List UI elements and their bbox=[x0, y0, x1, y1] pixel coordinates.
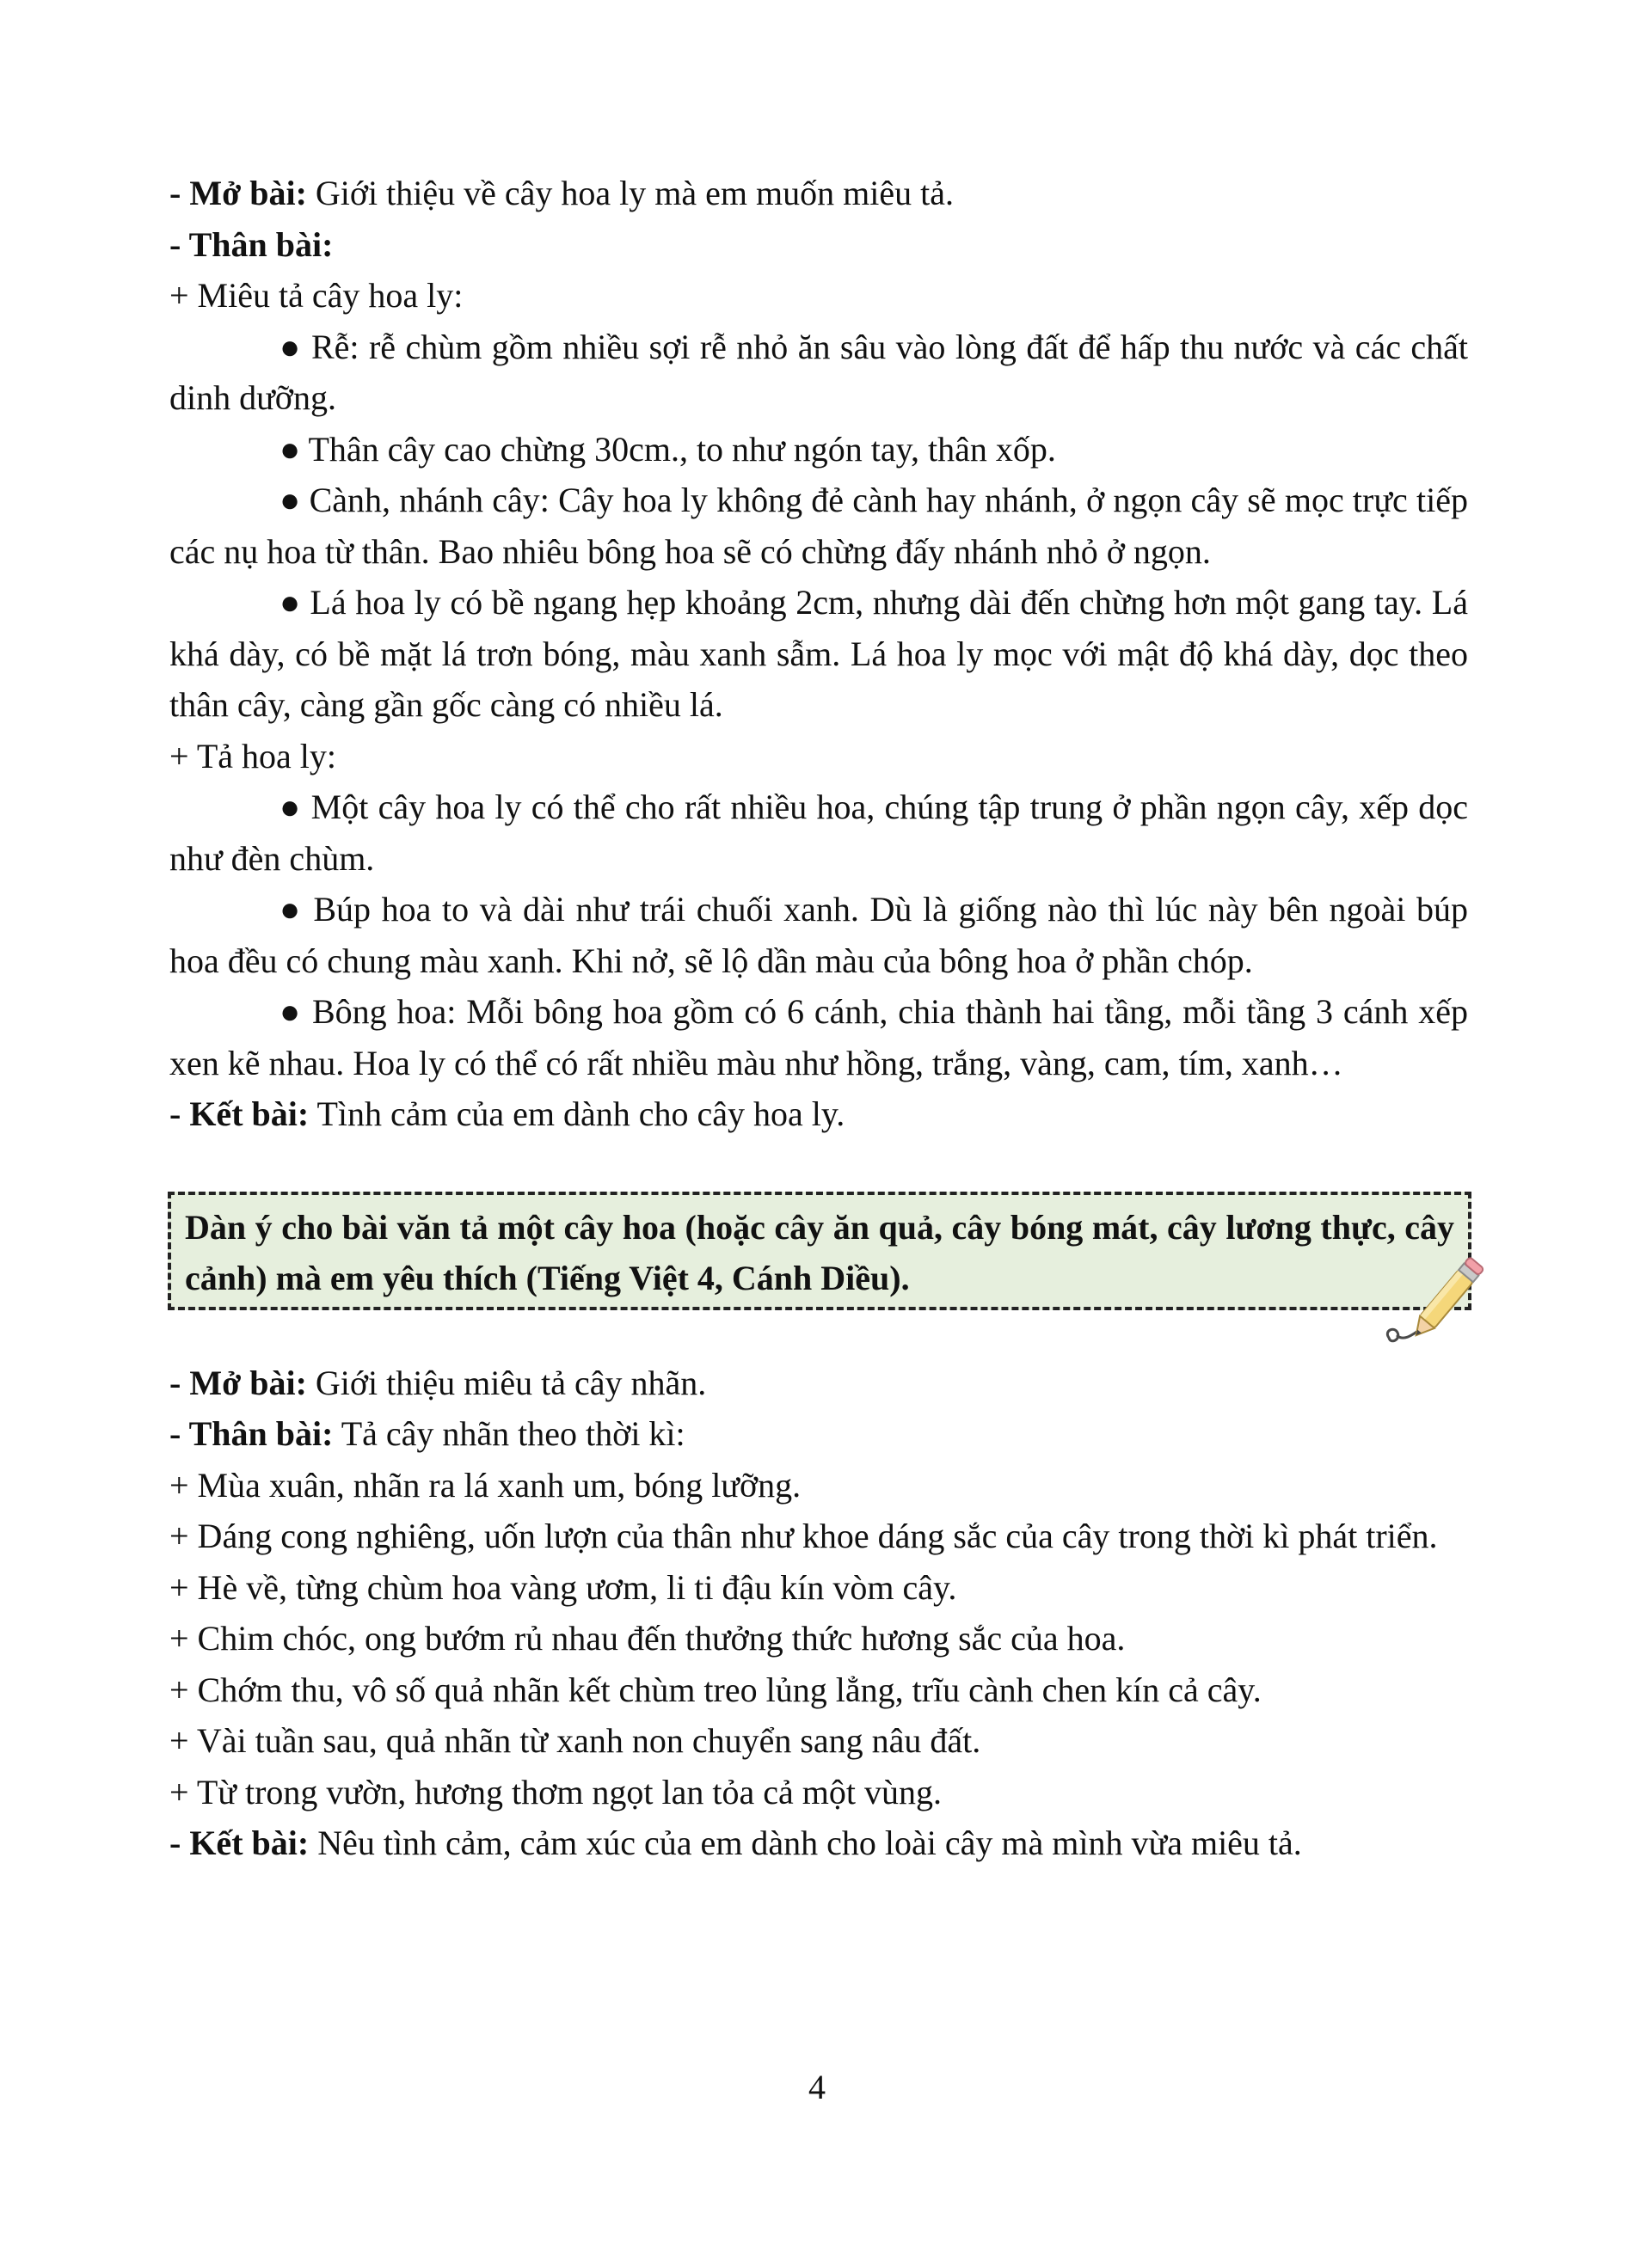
pencil-icon bbox=[1382, 1252, 1494, 1355]
outline-title-box bbox=[168, 1192, 1471, 1310]
mieu-ta-heading: + Miêu tả cây hoa ly: bbox=[169, 276, 464, 315]
page-number: 4 bbox=[808, 2068, 826, 2106]
list-item: + Hè về, từng chùm hoa vàng ươm, li ti đậu kín vòm cây. bbox=[169, 1567, 957, 1607]
outline-title: Dàn ý cho bài văn tả một cây hoa (hoặc cây ăn quả, cây bóng mát, cây lương thực, cây cảnh) mà em yêu thích (Tiếng Việt 4, Cánh Diều). bbox=[185, 1207, 1454, 1297]
ket-bai-text-2: Nêu tình cảm, cảm xúc của em dành cho loài cây mà mình vừa miêu tả. bbox=[309, 1824, 1302, 1862]
bullet-bong: ● Bông hoa: Mỗi bông hoa gồm có 6 cánh, chia thành hai tầng, mỗi tầng 3 cánh xếp xen kẽ nhau. Hoa ly có thể có rất nhiều màu như hồng, trắng, vàng, cam, tím, xanh… bbox=[169, 992, 1468, 1082]
mo-bai-label: - Mở bài: bbox=[169, 174, 307, 212]
mo-bai-text: Giới thiệu về cây hoa ly mà em muốn miêu tả. bbox=[306, 174, 954, 212]
mo-bai-line bbox=[169, 168, 1468, 219]
outline-title-box-wrapper bbox=[169, 1192, 1468, 1310]
ket-bai-line bbox=[169, 1088, 1468, 1140]
bullet-re: ● Rễ: rễ chùm gồm nhiều sợi rễ nhỏ ăn sâu vào lòng đất để hấp thu nước và các chất dinh dưỡng. bbox=[169, 327, 1468, 417]
ket-bai-label-2: - Kết bài: bbox=[169, 1824, 310, 1862]
list-item: + Chim chóc, ong bướm rủ nhau đến thưởng thức hương sắc của hoa. bbox=[169, 1619, 1126, 1658]
than-bai-label-2: - Thân bài: bbox=[169, 1414, 334, 1453]
list-item: + Vài tuần sau, quả nhãn từ xanh non chuyển sang nâu đất. bbox=[169, 1721, 981, 1760]
bullet-mot-cay: ● Một cây hoa ly có thể cho rất nhiều hoa, chúng tập trung ở phần ngọn cây, xếp dọc như đèn chùm. bbox=[169, 788, 1468, 878]
than-bai-text-2: Tả cây nhãn theo thời kì: bbox=[333, 1414, 685, 1453]
list-item: + Chớm thu, vô số quả nhãn kết chùm treo lủng lẳng, trĩu cành chen kín cả cây. bbox=[169, 1670, 1262, 1709]
document-page bbox=[169, 168, 1468, 1869]
list-item: + Dáng cong nghiêng, uốn lượn của thân như khoe dáng sắc của cây trong thời kì phát triển. bbox=[169, 1517, 1438, 1555]
bullet-la: ● Lá hoa ly có bề ngang hẹp khoảng 2cm, nhưng dài đến chừng hơn một gang tay. Lá khá dày, có bề mặt lá trơn bóng, màu xanh sẫm. Lá hoa ly mọc với mật độ khá dày, dọc theo thân cây, càng gần gốc càng có nhiều lá. bbox=[169, 583, 1468, 724]
ket-bai-line-2 bbox=[169, 1817, 1468, 1869]
bullet-bup: ● Búp hoa to và dài như trái chuối xanh. Dù là giống nào thì lúc này bên ngoài búp hoa đều có chung màu xanh. Khi nở, sẽ lộ dần màu của bông hoa ở phần chóp. bbox=[169, 890, 1468, 980]
mo-bai-line-2 bbox=[169, 1358, 1468, 1409]
mo-bai-label-2: - Mở bài: bbox=[169, 1363, 307, 1402]
list-item: + Mùa xuân, nhãn ra lá xanh um, bóng lưỡng. bbox=[169, 1465, 802, 1505]
mo-bai-text-2: Giới thiệu miêu tả cây nhãn. bbox=[306, 1363, 707, 1402]
bullet-canh: ● Cành, nhánh cây: Cây hoa ly không đẻ cành hay nhánh, ở ngọn cây sẽ mọc trực tiếp các nụ hoa từ thân. Bao nhiêu bông hoa sẽ có chừng đấy nhánh nhỏ ở ngọn. bbox=[169, 481, 1468, 571]
list-item: + Từ trong vườn, hương thơm ngọt lan tỏa cả một vùng. bbox=[169, 1772, 943, 1811]
ket-bai-text: Tình cảm của em dành cho cây hoa ly. bbox=[309, 1094, 845, 1133]
than-bai-line-2 bbox=[169, 1408, 1468, 1460]
ta-hoa-heading: + Tả hoa ly: bbox=[169, 736, 337, 775]
than-bai-label: - Thân bài: bbox=[169, 224, 334, 264]
bullet-than: ● Thân cây cao chừng 30cm., to như ngón tay, thân xốp. bbox=[280, 429, 1056, 469]
ket-bai-label: - Kết bài: bbox=[169, 1094, 310, 1133]
